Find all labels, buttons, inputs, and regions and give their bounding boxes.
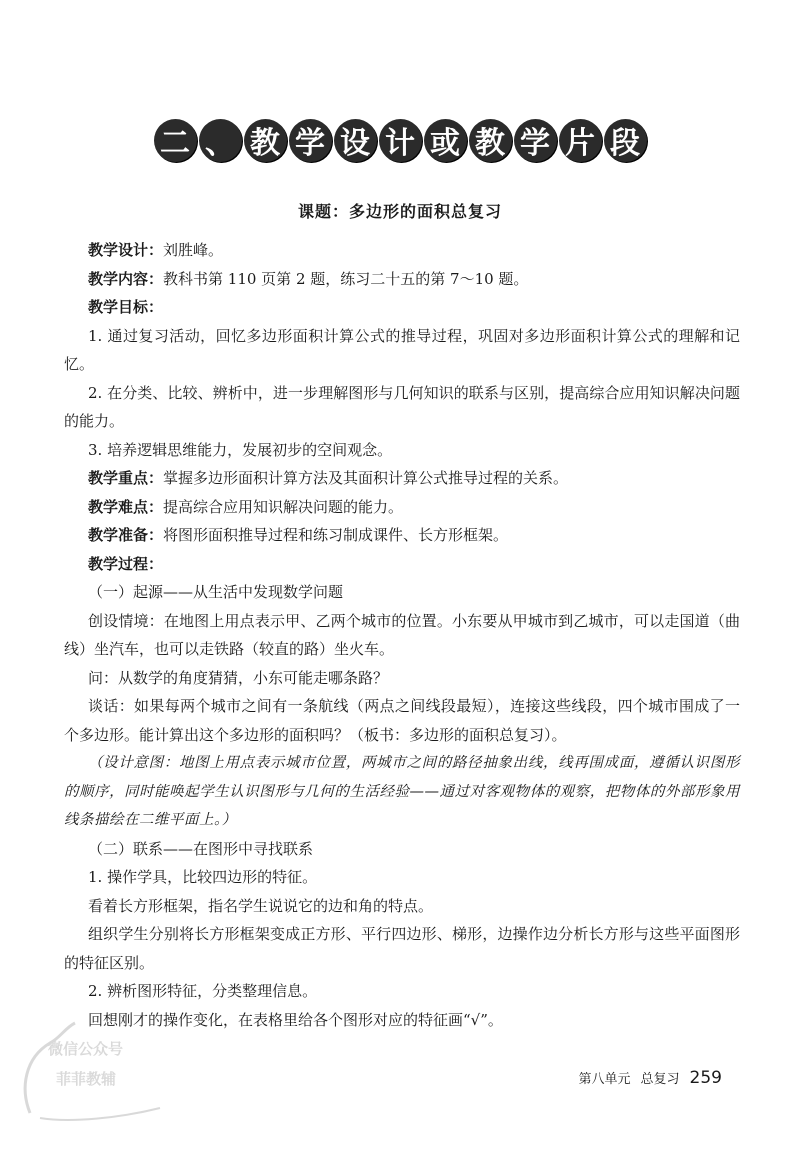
field-label: 教学过程： [88,554,164,573]
field-value: 掌握多边形面积计算方法及其面积计算公式推导过程的关系。 [163,469,569,487]
paragraph [64,236,740,265]
section-banner [0,115,800,165]
body-paragraph: 组织学生分别将长方形框架变成正方形、平行四边形、梯形，边操作边分析长方形与这些平面图形的特征区别。 [64,925,740,972]
field-label: 教学目标： [88,298,164,316]
banner-char: 二 [154,119,197,162]
banner-char: 教 [469,119,512,162]
paragraph [64,464,740,493]
field-value: 提高综合应用知识解决问题的能力。 [163,497,404,516]
lesson-title: 课题：多边形的面积总复习 [297,202,502,221]
paragraph [64,493,740,522]
section-banner-chars [154,119,647,162]
watermark-line2: 菲菲教辅 [56,1070,117,1088]
body-paragraph: 问：从数学的角度猜猜，小东可能走哪条路？ [88,668,389,687]
paragraph [64,521,740,550]
watermark-line1: 微信公众号 [48,1040,124,1058]
section-heading: （一）起源——从生活中发现数学问题 [88,583,344,601]
field-value: 教科书第 110 页第 2 题，练习二十五的第 7～10 题。 [163,269,529,288]
page-number: 259 [689,1068,722,1088]
watermark [10,1018,170,1128]
lesson-body [64,236,740,1034]
banner-char: 计 [379,119,422,162]
banner-char: 、 [199,119,242,162]
footer-section: 总复习 [640,1072,680,1087]
paragraph [64,265,740,294]
field-label: 教学重点： [88,469,164,487]
field-label: 教学准备： [88,526,164,544]
banner-char: 教 [244,119,287,162]
paragraph [64,550,740,579]
body-paragraph: 谈话：如果每两个城市之间有一条航线（两点之间线段最短），连接这些线段，四个城市围成了一个多边形。能计算出这个多边形的面积吗？（板书：多边形的面积总复习）。 [64,697,740,744]
objective-item: 2. 在分类、比较、辨析中，进一步理解图形与几何知识的联系与区别，提高综合应用知识解决问题的能力。 [64,383,740,430]
field-label: 教学设计： [88,241,164,259]
design-intent-note: （设计意图：地图上用点表示城市位置，两城市之间的路径抽象出线，线再围成面，遵循认识图形的顺序，同时能唤起学生认识图形与几何的生活经验——通过对客观物体的观察，把物体的外部形象用线条描绘在二维平面上。） [64,755,740,828]
banner-char: 设 [334,119,377,162]
objective-item: 3. 培养逻辑思维能力，发展初步的空间观念。 [88,440,393,459]
section-heading: （二）联系——在图形中寻找联系 [88,839,314,858]
body-paragraph: 看着长方形框架，指名学生说说它的边和角的特点。 [88,896,434,915]
body-paragraph: 1. 操作学具，比较四边形的特征。 [88,868,318,886]
body-paragraph: 2. 辨析图形特征，分类整理信息。 [88,982,318,1000]
banner-char: 或 [424,119,467,162]
field-value: 刘胜峰。 [163,241,224,259]
field-label: 教学内容： [88,269,164,288]
footer-unit: 第八单元 [578,1072,631,1087]
body-paragraph: 创设情境：在地图上用点表示甲、乙两个城市的位置。小东要从甲城市到乙城市，可以走国道（曲线）坐汽车，也可以走铁路（较直的路）坐火车。 [64,611,740,658]
banner-char: 段 [604,119,647,162]
field-label: 教学难点： [88,497,164,516]
field-value: 将图形面积推导过程和练习制成课件、长方形框架。 [163,526,509,544]
paragraph [64,293,740,322]
banner-char: 学 [289,119,332,162]
objective-item: 1. 通过复习活动，回忆多边形面积计算公式的推导过程，巩固对多边形面积计算公式的理解和记忆。 [64,326,740,373]
banner-char: 学 [514,119,557,162]
banner-char: 片 [559,119,602,162]
body-paragraph: 回想刚才的操作变化，在表格里给各个图形对应的特征画“√”。 [88,1010,503,1029]
page-footer [579,1068,722,1088]
